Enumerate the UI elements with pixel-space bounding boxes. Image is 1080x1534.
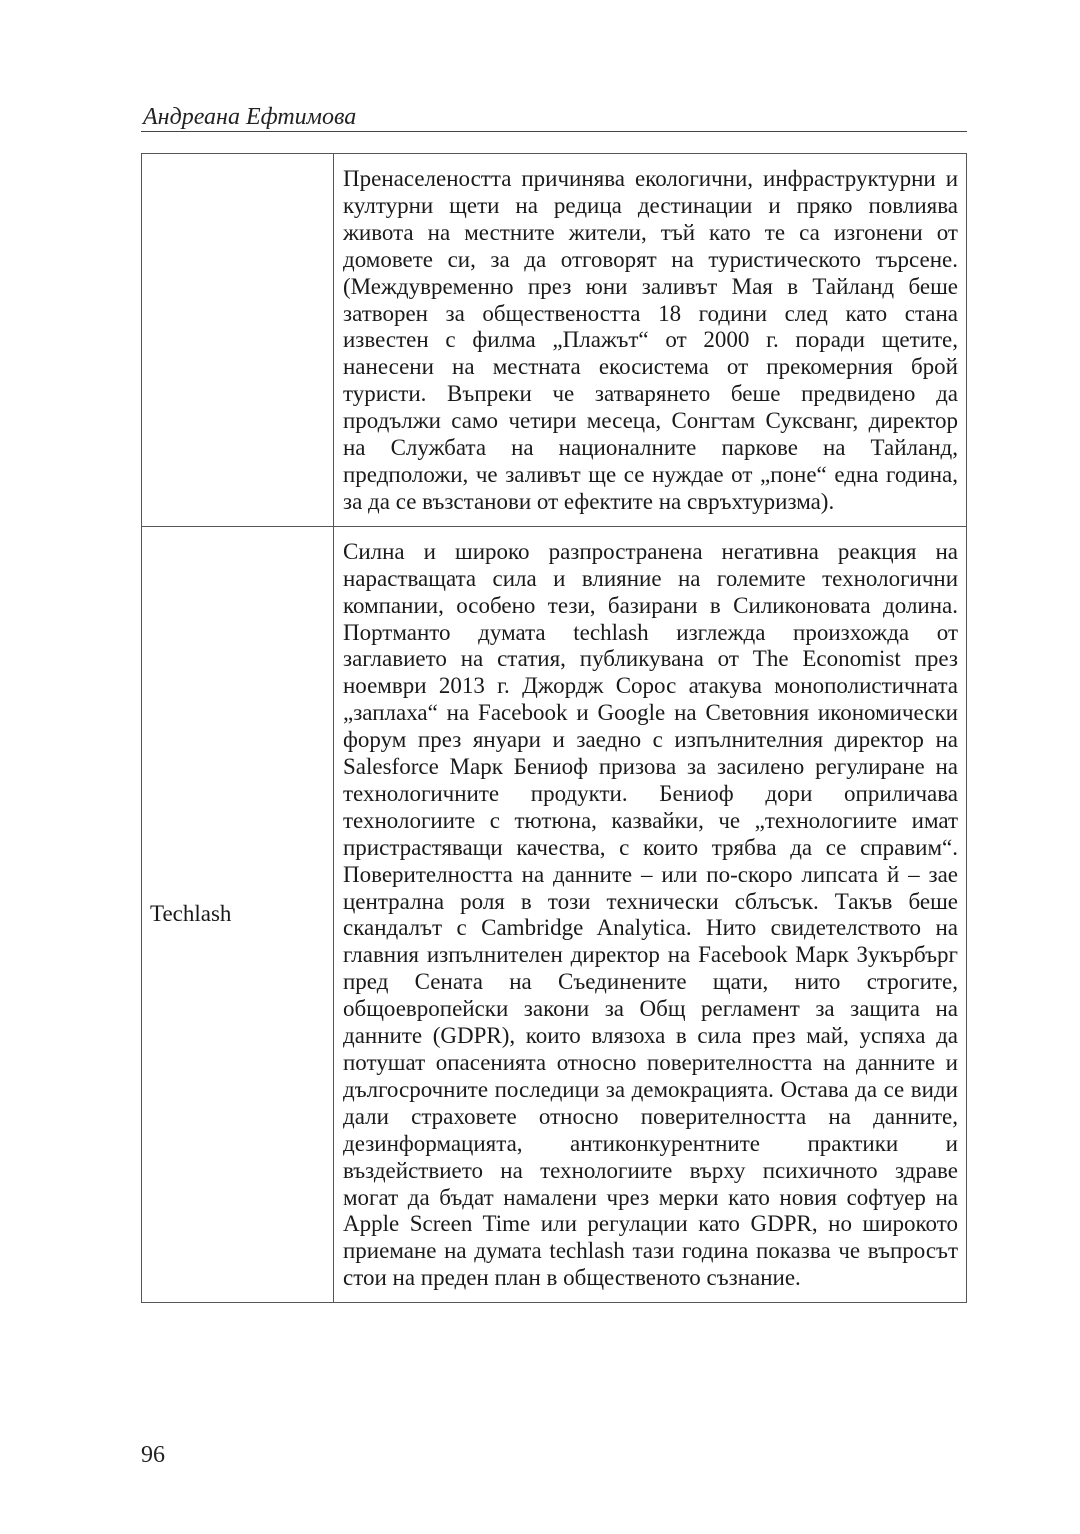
- table-row: [142, 526, 967, 1302]
- definition-cell: Силна и широко разпространена негативна реакция на нарастващата сила и влияние на големите технологични компании, особено тези, базирани в Силиконовата долина. Портманто думата techlash изглежда произхожда от заглавието на статия, публикувана от The Economist през ноември 2013 г. Джордж Сорос атакува монополистичната „заплаха“ на Facebook и Google на Световния икономически форум през януари и заедно с изпълнителния директор на Salesforce Марк Бениоф призова за засилено регулиране на технологичните продукти. Бениоф дори оприличава технологиите с тютюна, казвайки, че „технологиите имат пристрастяващи качества, с които трябва да се справим“. Поверителността на данните – или по-скоро липсата й – зае централна роля в този технически сблъсък. Такъв беше скандалът с Cambridge Analytica. Нито свидетелството на главния изпълнителен директор на Facebook Марк Зукърбърг пред Сената на Съединените щати, нито строгите, общоевропейски закони за Общ регламент за защита на данните (GDPR), които влязоха в сила през май, успяха да потушат опасенията относно поверителността на данните и дългосрочните последици за демокрацията. Остава да се види дали страховете относно поверителността на данните, дезинформацията, антиконкурентните практики и въздействието на технологиите върху психичното здраве могат да бъдат намалени чрез мерки като новия софтуер на Apple Screen Time или регулации като GDPR, но широкото приемане на думата techlash тази година показва че въпросът стои на преден план в общественото съзнание.: [334, 526, 967, 1302]
- table-row: [142, 154, 967, 527]
- page-number: 96: [141, 1442, 165, 1468]
- glossary-table: [141, 153, 967, 1303]
- term-cell: [142, 154, 334, 527]
- running-head-author: Андреана Ефтимова: [143, 104, 357, 130]
- term-cell: Techlash: [142, 526, 334, 1302]
- definition-cell: Пренаселеността причинява екологични, инфраструктурни и културни щети на редица дестинации и пряко повлиява живота на местните жители, тъй като те са изгонени от домовете си, за да отговорят на туристическото търсене. (Междувременно през юни заливът Мая в Тайланд беше затворен за обществеността 18 години след като стана известен с филма „Плажът“ от 2000 г. поради щетите, нанесени на местната екосистема от прекомерния брой туристи. Въпреки че затварянето беше предвидено да продължи само четири месеца, Сонгтам Суксванг, директор на Службата на националните паркове на Тайланд, предположи, че заливът ще се нуждае от „поне“ една година, за да се възстанови от ефектите на свръхтуризма).: [334, 154, 967, 527]
- header-rule: [141, 131, 967, 132]
